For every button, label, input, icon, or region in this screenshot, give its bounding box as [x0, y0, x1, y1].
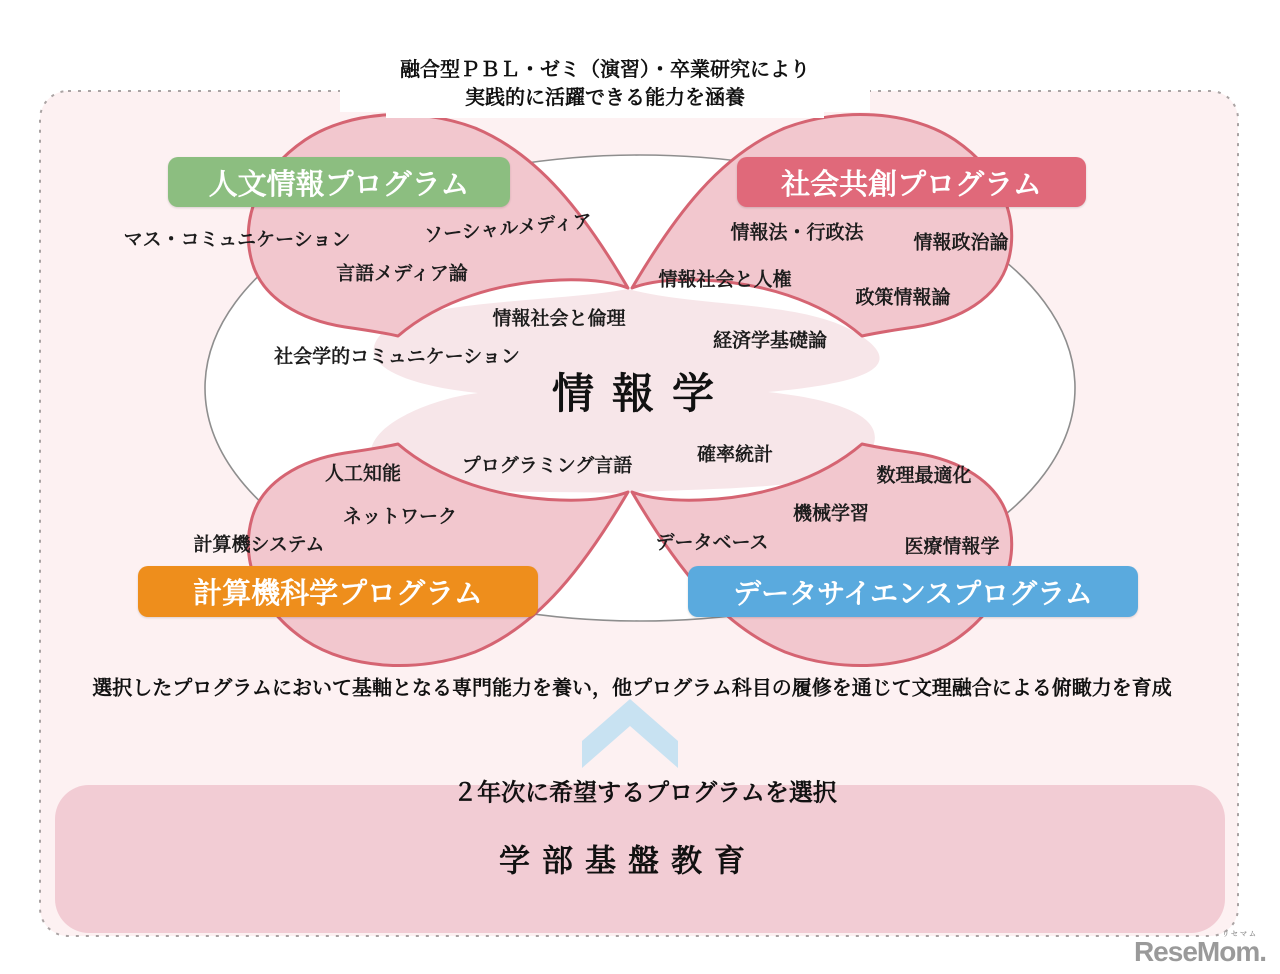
program-label-computer-science: 計算機科学プログラム: [193, 578, 483, 610]
program-label-social: 社会共創プログラム: [781, 168, 1042, 201]
subject-label: 言語メディア論: [336, 263, 468, 285]
resemom-logo-text: ReseMom.: [1133, 936, 1266, 967]
subject-label: マス・コミュニケーション: [123, 229, 351, 251]
subject-label: 情報社会と人権: [658, 269, 792, 291]
select-note: ２年次に希望するプログラムを選択: [453, 779, 837, 807]
subject-label: ネットワーク: [342, 506, 458, 528]
subject-label: 医療情報学: [904, 536, 1000, 558]
subject-label: 確率統計: [696, 444, 774, 466]
center-title: 情報学: [551, 370, 733, 417]
program-box-social: [737, 157, 1086, 207]
subject-label: 経済学基礎論: [712, 330, 828, 352]
top-note-line1: 融合型ＰＢＬ・ゼミ（演習）・卒業研究により: [400, 59, 810, 81]
subject-label: 情報法・行政法: [730, 222, 864, 244]
subject-label: 計算機システム: [193, 534, 325, 556]
top-note-line2: 実践的に活躍できる能力を涵養: [465, 87, 745, 109]
subject-label: 政策情報論: [855, 287, 951, 309]
program-label-humanities: 人文情報プログラム: [208, 168, 470, 201]
foundation-label: 学部基盤教育: [499, 843, 757, 879]
subject-label: 機械学習: [792, 503, 870, 525]
program-box-computer-science: [138, 566, 538, 617]
subject-label: 人工知能: [324, 463, 402, 485]
resemom-logo: [1133, 931, 1266, 968]
subject-label: 社会学的コミュニケーション: [274, 346, 520, 368]
program-box-humanities: [168, 157, 510, 207]
subject-label: データベース: [655, 532, 769, 554]
subject-label: ソーシャルメディア: [423, 211, 593, 247]
subject-label: プログラミング言語: [461, 455, 633, 477]
program-label-data-science: データサイエンスプログラム: [733, 577, 1093, 609]
program-box-data-science: [688, 566, 1138, 617]
subject-label: 情報社会と倫理: [492, 308, 626, 330]
top-note: [386, 50, 824, 118]
subject-label: 情報政治論: [913, 232, 1009, 254]
resemom-logo-ruby: リセマム: [1222, 931, 1258, 938]
subject-label: 数理最適化: [876, 465, 972, 487]
flow-note: 選択したプログラムにおいて基軸となる専門能力を養い，他プログラム科目の履修を通じて文理融合による俯瞰力を育成: [92, 677, 1172, 700]
